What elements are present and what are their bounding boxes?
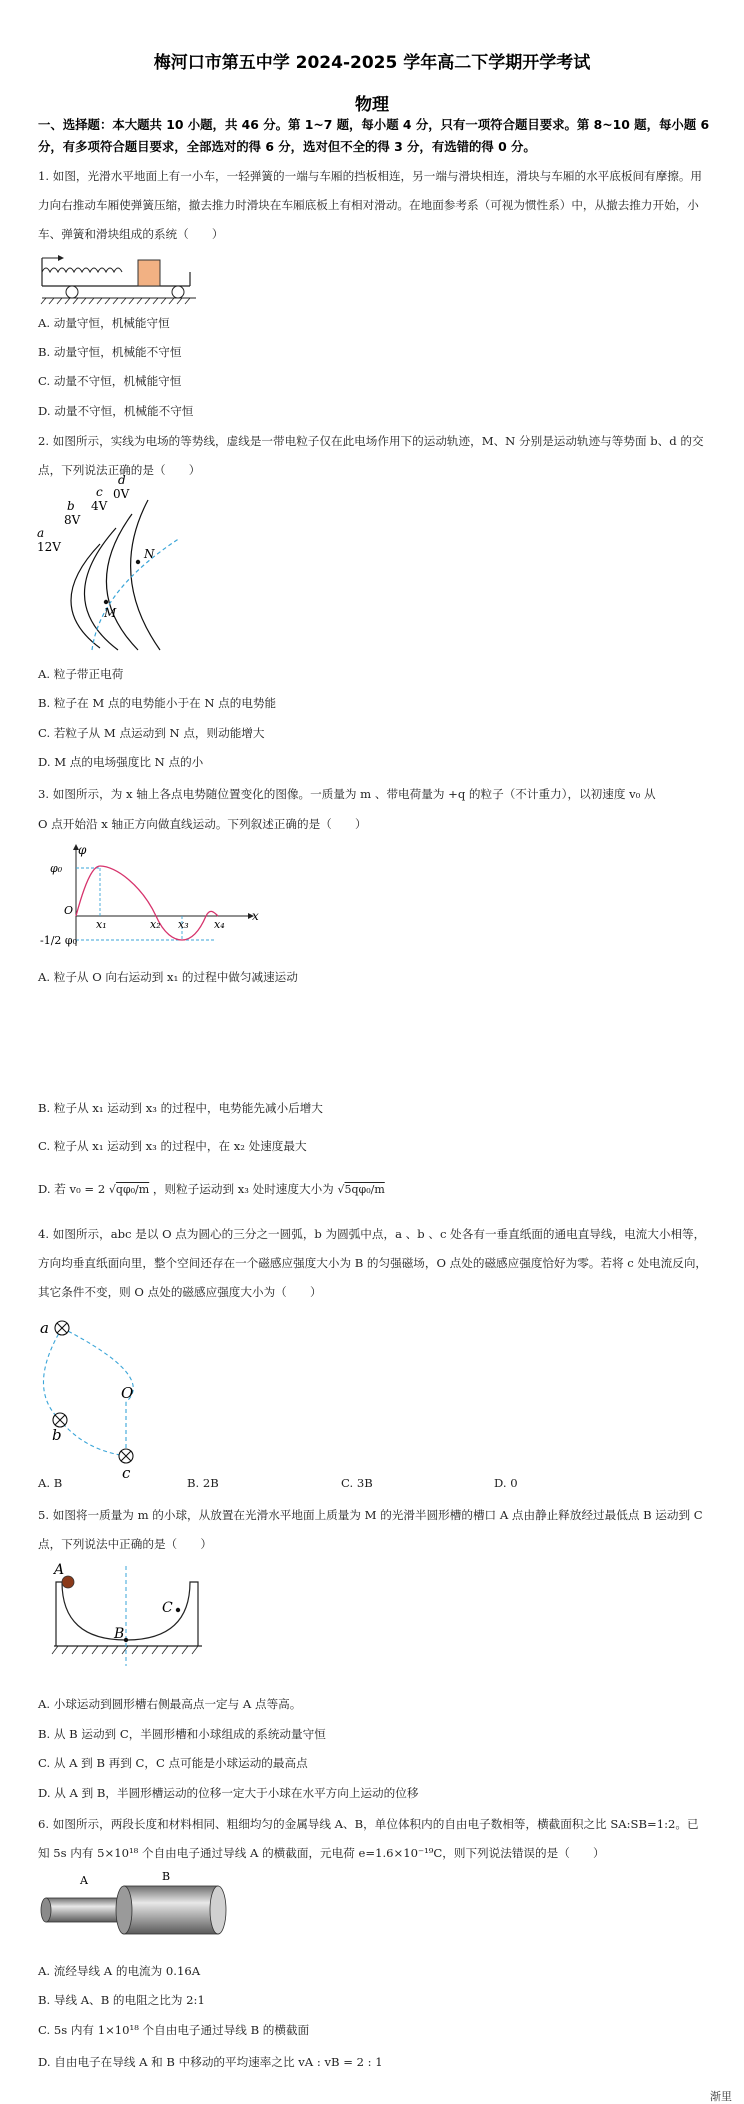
label-c: c	[96, 485, 103, 499]
label-a: A	[54, 1562, 65, 1578]
q4-option-b: B. 2B	[187, 1476, 219, 1490]
potential-c: 4V	[91, 499, 108, 513]
y-label: φ	[78, 843, 87, 857]
q2-option-b: B. 粒子在 M 点的电势能小于在 N 点的电势能	[38, 696, 277, 710]
q4-option-d: D. 0	[494, 1476, 518, 1490]
q1-option-c: C. 动量不守恒，机械能守恒	[38, 374, 182, 388]
q2-figure	[36, 473, 196, 650]
q3-option-b: B. 粒子从 x₁ 运动到 x₃ 的过程中，电势能先减小后增大	[38, 1101, 323, 1115]
q1-option-b: B. 动量守恒，机械能不守恒	[38, 345, 182, 359]
y-tick-neg: -1/2 φ₀	[40, 934, 78, 947]
q3-option-a: A. 粒子从 O 向右运动到 x₁ 的过程中做匀减速运动	[38, 970, 298, 984]
q2-option-a: A. 粒子带正电荷	[38, 667, 124, 681]
wire-a-icon	[55, 1321, 69, 1335]
q6-stem: 6. 如图所示，两段长度和材料相同、粗细均匀的金属导线 A、B，单位体积内的自由电子数相等，横截面积之比 SA:SB=1:2。已知 5s 内有 5×10¹⁸ 个自由电子通过导线 A 的横截面，元电荷 e=1.6×10⁻¹⁹C，则下列说法错误的是（ ）	[38, 1817, 699, 1860]
label-a: a	[40, 1319, 49, 1337]
label-d: d	[118, 473, 126, 487]
x-label: x	[252, 909, 259, 923]
label-b: B	[162, 1870, 171, 1883]
x-tick-origin: O	[64, 904, 74, 917]
equipotential-d	[131, 500, 160, 650]
q1-option-a: A. 动量守恒，机械能守恒	[38, 316, 170, 330]
q1-figure	[38, 252, 198, 304]
q3-option-d-root2: 5qφ₀/m	[344, 1183, 385, 1196]
q2-option-c: C. 若粒子从 M 点运动到 N 点，则动能增大	[38, 726, 265, 740]
q3-option-d-root1: qφ₀/m	[115, 1183, 150, 1196]
q3-stem-line2: O 点开始沿 x 轴正方向做直线运动。下列叙述正确的是（ ）	[38, 817, 367, 831]
q1-option-d: D. 动量不守恒，机械能不守恒	[38, 404, 194, 418]
q2-option-d: D. M 点的电场强度比 N 点的小	[38, 755, 204, 769]
label-b: B	[114, 1626, 125, 1642]
q5-option-a: A. 小球运动到圆形槽右侧最高点一定与 A 点等高。	[38, 1697, 302, 1711]
potential-a: 12V	[37, 540, 61, 554]
label-o: O	[121, 1384, 134, 1402]
q6-figure	[38, 1870, 228, 1944]
q6-option-b: B. 导线 A、B 的电阻之比为 2:1	[38, 1993, 205, 2007]
q4-option-c: C. 3B	[341, 1476, 373, 1490]
label-a: a	[37, 526, 45, 540]
q2-stem: 2. 如图所示，实线为电场的等势线，虚线是一带电粒子仅在此电场作用下的运动轨迹，M、N 分别是运动轨迹与等势面 b、d 的交点，下列说法正确的是（ ）	[38, 434, 704, 477]
q3-chart	[38, 843, 259, 956]
q6-option-a: A. 流经导线 A 的电流为 0.16A	[38, 1964, 201, 1978]
point-m: M	[104, 606, 117, 620]
trajectory	[92, 538, 180, 650]
q4-stem: 4. 如图所示，abc 是以 O 点为圆心的三分之一圆弧，b 为圆弧中点，a 、b 、c 处各有一垂直纸面的通电直导线，电流大小相等，方向均垂直纸面向里，整个空间还存在一个磁感应强度大小为 B 的匀强磁场，O 点处的磁感应强度恰好为零。若将 c 处电流反向，其它条件不变，则 O 点处的磁感应强度大小为（ ）	[38, 1227, 708, 1299]
q5-figure	[48, 1562, 208, 1666]
x-tick-x4: x₄	[214, 918, 225, 931]
footer-mark: 渐里	[710, 2090, 732, 2103]
q4-option-a: A. B	[38, 1476, 63, 1490]
potential-d: 0V	[113, 487, 130, 501]
wire-b-icon	[53, 1413, 67, 1427]
q6-option-d: D. 自由电子在导线 A 和 B 中移动的平均速率之比 vA : vB = 2 : 1	[38, 2055, 383, 2069]
q3-option-d-text2: ，则粒子运动到 x₃ 处时速度大小为	[152, 1182, 334, 1196]
q5-option-d: D. 从 A 到 B，半圆形槽运动的位移一定大于小球在水平方向上运动的位移	[38, 1786, 419, 1800]
y-tick-phi0: φ₀	[50, 862, 63, 875]
q3-option-d-text1: D. 若 v₀ = 2	[38, 1182, 106, 1196]
exam-subject: 物理	[355, 95, 389, 115]
point-n: N	[144, 547, 155, 561]
label-c: C	[162, 1600, 173, 1616]
q4-figure	[36, 1318, 156, 1482]
label-a: A	[80, 1874, 88, 1887]
q1-stem: 1. 如图，光滑水平地面上有一小车，一轻弹簧的一端与车厢的挡板相连，另一端与滑块相连，滑块与车厢的水平底板间有摩擦。用力向右推动车厢使弹簧压缩，撤去推力时滑块在车厢底板上有相对滑动。在地面参考系（可视为惯性系）中，从撤去推力开始，小车、弹簧和滑块组成的系统（ ）	[38, 169, 703, 241]
x-tick-x2: x₂	[150, 918, 161, 931]
exam-title: 梅河口市第五中学 2024-2025 学年高二下学期开学考试	[153, 53, 591, 73]
q5-option-b: B. 从 B 运动到 C，半圆形槽和小球组成的系统动量守恒	[38, 1727, 326, 1741]
label-b: b	[52, 1426, 62, 1444]
x-tick-x1: x₁	[96, 918, 107, 931]
label-c: c	[122, 1464, 131, 1482]
x-tick-x3: x₃	[178, 918, 189, 931]
q6-option-c: C. 5s 内有 1×10¹⁸ 个自由电子通过导线 B 的横截面	[38, 2023, 310, 2037]
q3-stem-line1: 3. 如图所示，为 x 轴上各点电势随位置变化的图像。一质量为 m 、带电荷量为 +q 的粒子（不计重力），以初速度 v₀ 从	[38, 787, 656, 801]
sqrt-icon: √5qφ₀/m	[337, 1183, 385, 1196]
q3-option-c: C. 粒子从 x₁ 运动到 x₃ 的过程中，在 x₂ 处速度最大	[38, 1139, 307, 1153]
sqrt-icon: √qφ₀/m	[108, 1183, 150, 1196]
section-heading: 一、选择题：本大题共 10 小题，共 46 分。第 1~7 题，每小题 4 分，只有一项符合题目要求。第 8~10 题，每小题 6 分，有多项符合题目要求，全部选对的得 6 分，选对但不全的得 3 分，有选错的得 0 分。	[38, 117, 710, 154]
q3-option-d	[38, 1180, 710, 1199]
wire-b-shape	[124, 1886, 218, 1934]
q5-stem: 5. 如图将一质量为 m 的小球，从放置在光滑水平地面上质量为 M 的光滑半圆形槽的槽口 A 点由静止释放经过最低点 B 运动到 C 点，下列说法中正确的是（ ）	[38, 1508, 703, 1551]
q5-option-c: C. 从 A 到 B 再到 C，C 点可能是小球运动的最高点	[38, 1756, 308, 1770]
potential-b: 8V	[64, 513, 81, 527]
wire-c-icon	[119, 1449, 133, 1463]
label-b: b	[67, 499, 75, 513]
